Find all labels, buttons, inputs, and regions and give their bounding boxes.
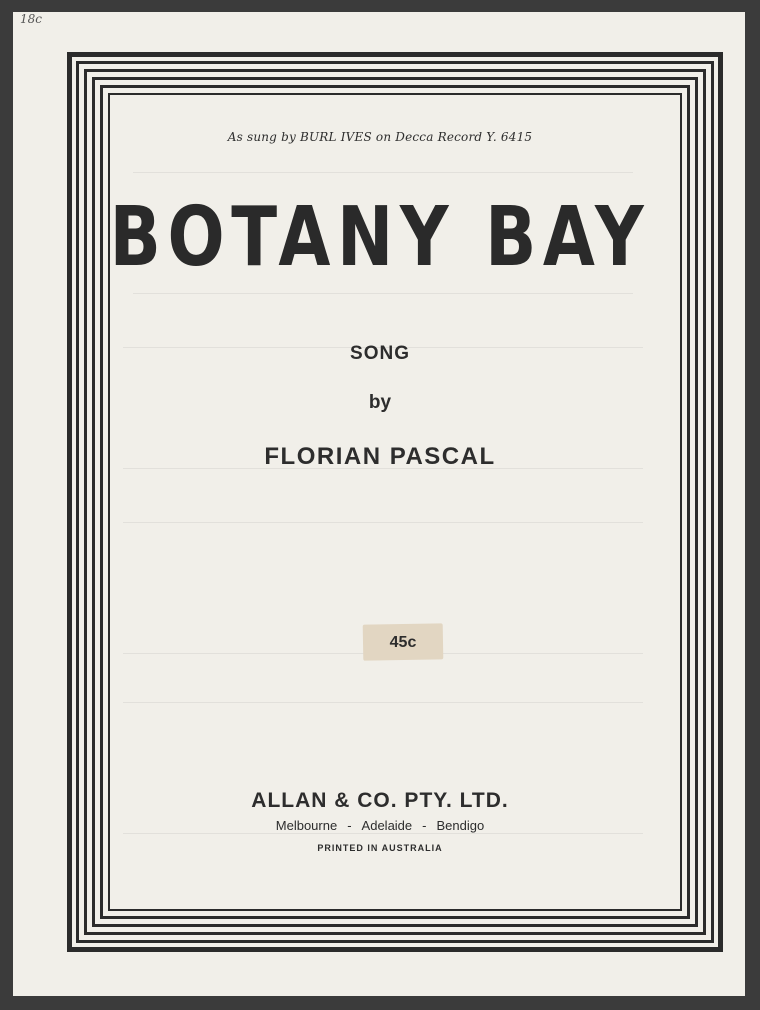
city-bendigo: Bendigo: [436, 818, 485, 833]
form-label: SONG: [350, 343, 410, 364]
printed-in-note: PRINTED IN AUSTRALIA: [317, 843, 443, 853]
publisher-cities: [0, 818, 760, 833]
performer-note: As sung by BURL IVES on Decca Record Y. 6415: [227, 130, 533, 144]
song-title: BOTANY BAY: [109, 190, 651, 285]
archive-pencil-mark: 18c: [20, 12, 42, 26]
city-adelaide: Adelaide: [361, 818, 413, 833]
price-label: 45c: [389, 634, 417, 651]
city-melbourne: Melbourne: [275, 818, 338, 833]
city-separator: -: [347, 818, 352, 833]
publisher-name: ALLAN & CO. PTY. LTD.: [251, 789, 509, 812]
city-separator: -: [422, 818, 427, 833]
composer-name: FLORIAN PASCAL: [264, 443, 496, 470]
by-label: by: [368, 392, 392, 413]
